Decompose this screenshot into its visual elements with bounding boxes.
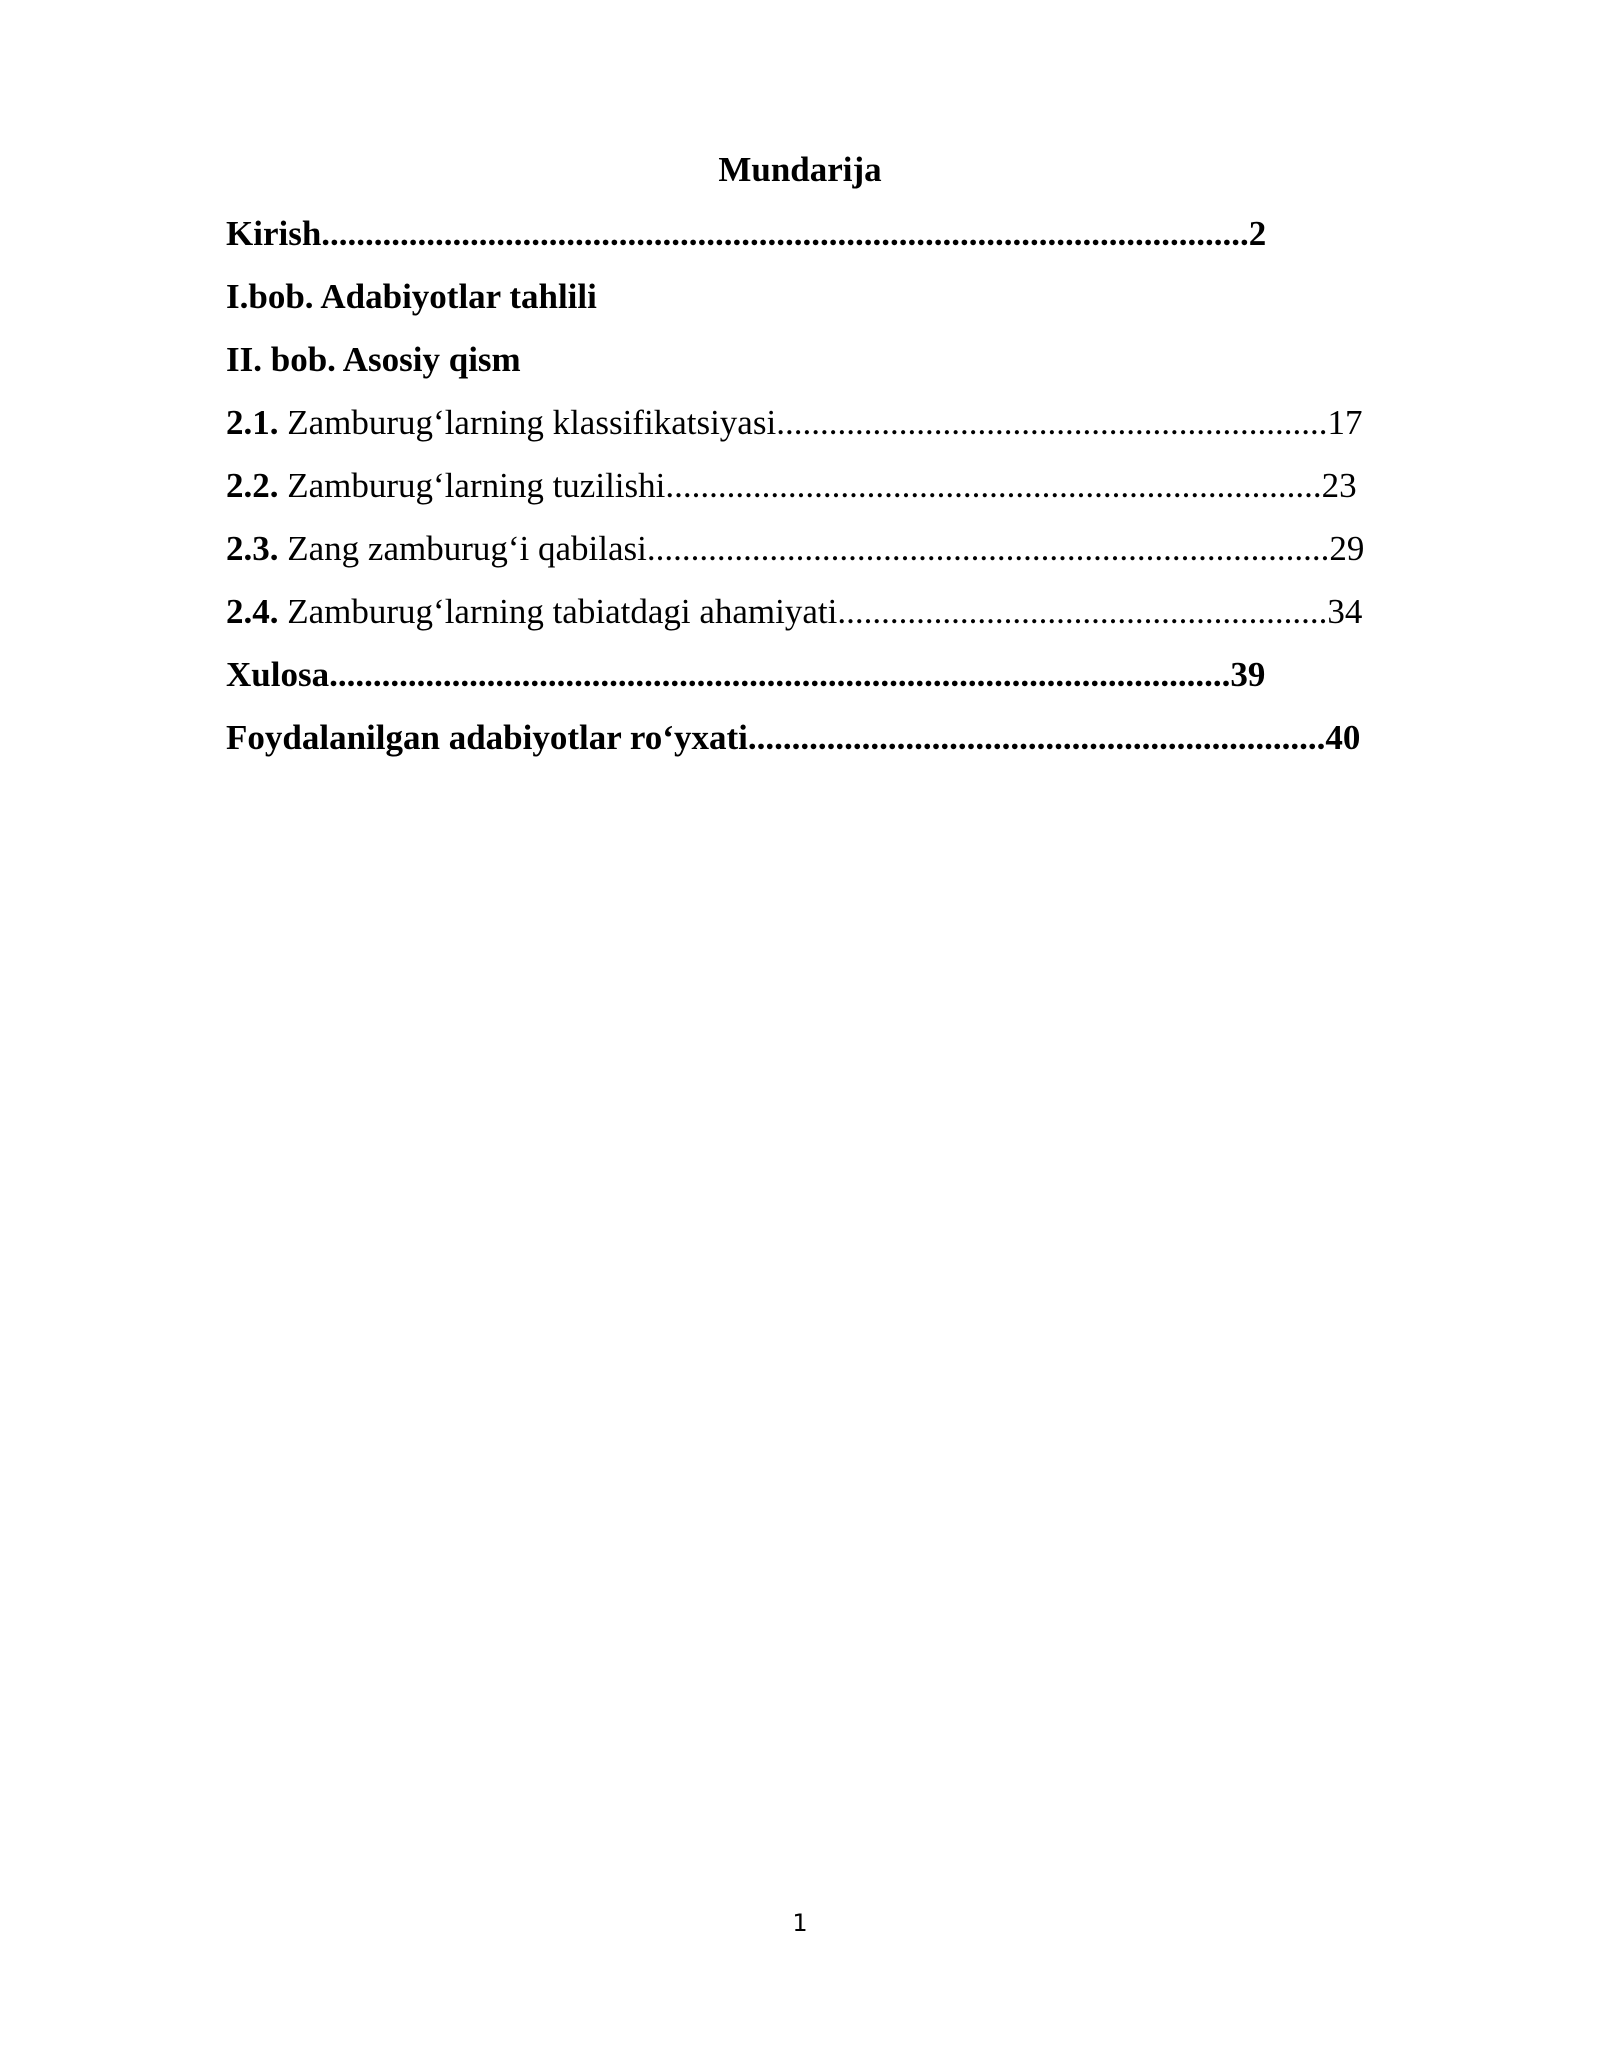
toc-section-number: 2.1. (226, 403, 279, 442)
toc-entry-kirish (226, 210, 1416, 258)
toc-page-number: 17 (1327, 403, 1363, 442)
toc-page-number: 34 (1327, 592, 1363, 631)
toc-entry-chapter-2 (226, 336, 1416, 384)
toc-entry-label: I.bob. Adabiyotlar tahlili (226, 277, 597, 316)
toc-leader-dots: ........................................................ (837, 592, 1328, 631)
page-number: 1 (792, 1909, 808, 1937)
toc-leader-dots: ....................................................................................................... (329, 655, 1231, 694)
toc-entry-label: Xulosa (226, 655, 330, 694)
toc-section-number: 2.2. (226, 466, 279, 505)
toc-page-number: 2 (1248, 214, 1267, 253)
toc-section-number: 2.4. (226, 592, 279, 631)
toc-entry-label: Zamburug‘larning tuzilishi (287, 466, 666, 505)
toc-entry-label: Zamburug‘larning klassifikatsiyasi (287, 403, 777, 442)
toc-entry-label: Zamburug‘larning tabiatdagi ahamiyati (287, 592, 838, 631)
toc-entry-label: Kirish (226, 214, 322, 253)
toc-leader-dots: ............................................................... (776, 403, 1328, 442)
toc-leader-dots: .................................................................. (747, 718, 1326, 757)
toc-page-number: 39 (1230, 655, 1266, 694)
toc-entry-label: Foydalanilgan adabiyotlar ro‘yxati (226, 718, 748, 757)
toc-entry-2-2 (226, 462, 1436, 510)
toc-entry-2-3 (226, 525, 1436, 573)
toc-entry-references (226, 714, 1436, 762)
toc-entry-label: II. bob. Asosiy qism (226, 340, 521, 379)
toc-entry-xulosa (226, 651, 1436, 699)
toc-leader-dots: ........................................................................... (665, 466, 1322, 505)
toc-page-number: 29 (1329, 529, 1365, 568)
toc-leader-dots: .............................................................................. (646, 529, 1330, 568)
toc-page-number: 23 (1321, 466, 1357, 505)
toc-page-number: 40 (1325, 718, 1361, 757)
toc-entry-chapter-1 (226, 273, 1416, 321)
toc-section-number: 2.3. (226, 529, 279, 568)
toc-title: Mundarija (718, 150, 882, 189)
toc-entry-2-1 (226, 399, 1436, 447)
toc-entry-2-4 (226, 588, 1436, 636)
toc-leader-dots: .......................................................................................................... (321, 214, 1249, 253)
toc-entry-label: Zang zamburug‘i qabilasi (287, 529, 647, 568)
